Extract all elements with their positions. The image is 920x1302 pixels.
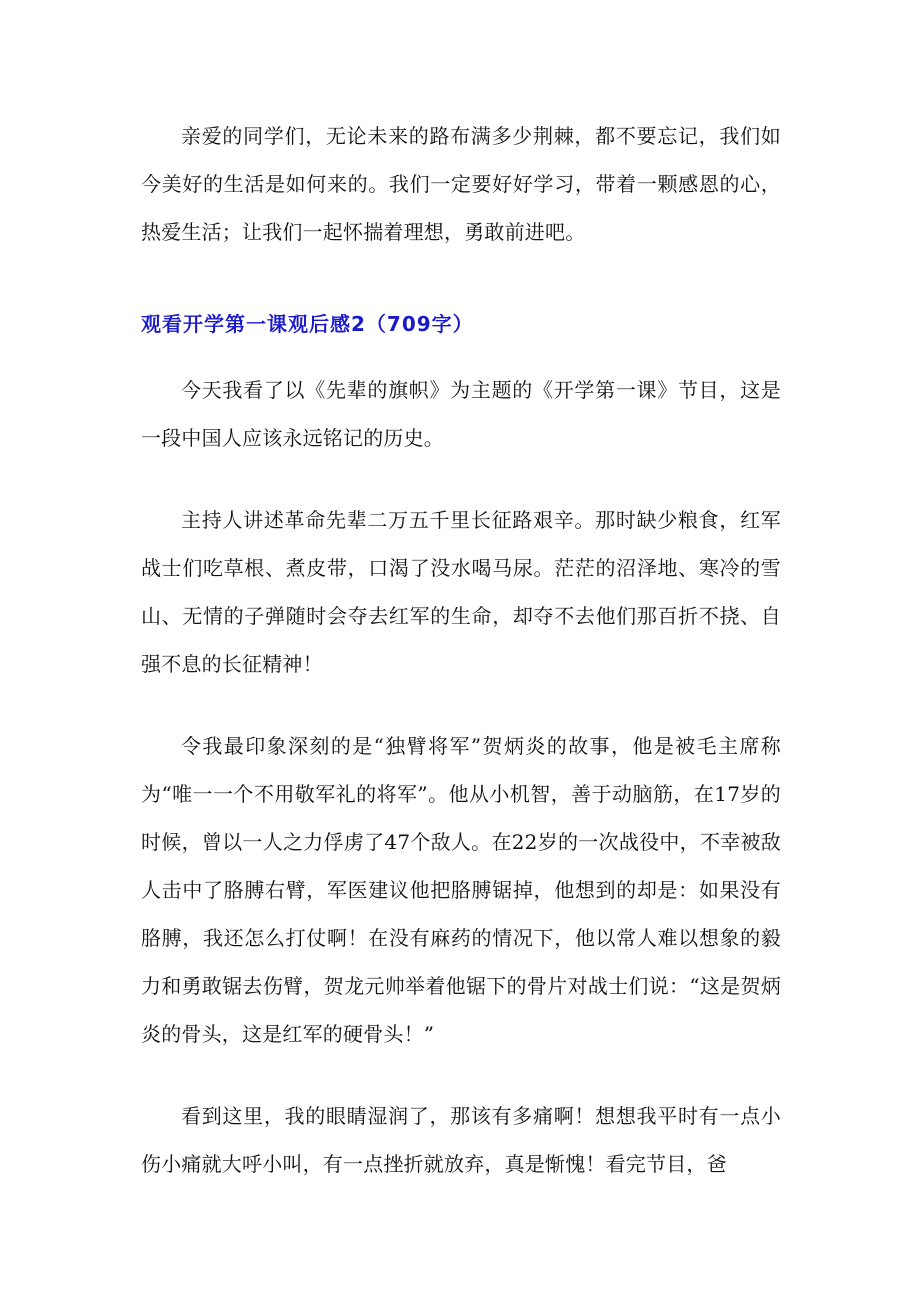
section-heading: 观看开学第一课观后感2（709字） bbox=[141, 312, 474, 336]
paragraph-4: 看到这里，我的眼睛湿润了，那该有多痛啊！想想我平时有一点小伤小痛就大呼小叫，有一点挫折就放弃，真是惭愧！看完节目，爸 bbox=[141, 1104, 781, 1176]
paragraph-2: 主持人讲述革命先辈二万五千里长征路艰辛。那时缺少粮食，红军战士们吃草根、煮皮带，口渴了没水喝马尿。茫茫的沼泽地、寒冷的雪山、无情的子弹随时会夺去红军的生命，却夺不去他们那百折不挠、自强不息的长征精神！ bbox=[141, 508, 781, 676]
paragraph-3: 令我最印象深刻的是“独臂将军”贺炳炎的故事，他是被毛主席称为“唯一一个不用敬军礼的将军”。他从小机智，善于动脑筋，在17岁的时候，曾以一人之力俘虏了47个敌人。在22岁的一次战役中，不幸被敌人击中了胳膊右臂，军医建议他把胳膊锯掉，他想到的却是：如果没有胳膊，我还怎么打仗啊！在没有麻药的情况下，他以常人难以想象的毅力和勇敢锯去伤臂，贺龙元帅举着他锯下的骨片对战士们说：“这是贺炳炎的骨头，这是红军的硬骨头！” bbox=[141, 734, 781, 1046]
paragraph-1: 今天我看了以《先辈的旗帜》为主题的《开学第一课》节目，这是一段中国人应该永远铭记的历史。 bbox=[141, 378, 781, 450]
document-body bbox=[141, 112, 781, 1222]
intro-paragraph: 亲爱的同学们，无论未来的路布满多少荆棘，都不要忘记，我们如今美好的生活是如何来的。我们一定要好好学习，带着一颗感恩的心，热爱生活；让我们一起怀揣着理想，勇敢前进吧。 bbox=[141, 124, 781, 244]
